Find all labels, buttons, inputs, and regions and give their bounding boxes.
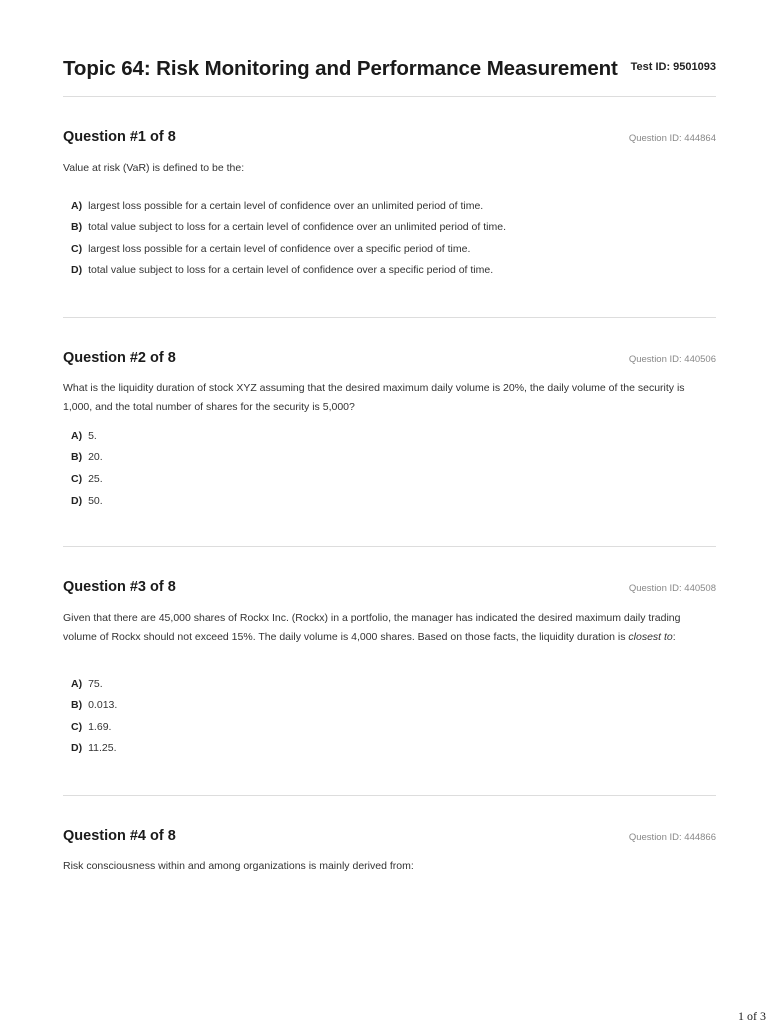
question-text: Value at risk (VaR) is defined to be the: [63, 162, 245, 174]
option-letter: A) [71, 430, 83, 442]
test-id: Test ID: 9501093 [630, 61, 716, 73]
option-letter: D) [71, 742, 83, 754]
answer-option-c[interactable] [71, 243, 470, 255]
answer-option-a[interactable] [71, 430, 97, 442]
page-title: Topic 64: Risk Monitoring and Performance Measurement [63, 57, 618, 80]
option-text: 50. [88, 495, 103, 507]
option-letter: C) [71, 473, 83, 485]
option-text: total value subject to loss for a certain level of confidence over a specific period of time. [88, 264, 494, 276]
question-id: Question ID: 440506 [628, 354, 716, 365]
page-number: 1 of 3 [738, 1009, 766, 1023]
answer-option-d[interactable] [71, 264, 493, 276]
option-letter: D) [71, 495, 83, 507]
option-text: 0.013. [88, 699, 118, 711]
answer-option-d[interactable] [71, 742, 117, 754]
question-id: Question ID: 444866 [628, 832, 716, 843]
question-text: What is the liquidity duration of stock XYZ assuming that the desired maximum daily volume is 20%, the daily volume of the security is 1,000, and the total number of shares for the security is 5,000? [63, 382, 685, 413]
answer-option-c[interactable] [71, 721, 111, 733]
option-text: largest loss possible for a certain level of confidence over an unlimited period of time. [88, 200, 484, 212]
question-heading: Question #1 of 8 [63, 129, 176, 145]
option-text: total value subject to loss for a certain level of confidence over an unlimited period of time. [88, 221, 506, 233]
option-text: 1.69. [88, 721, 112, 733]
option-letter: B) [71, 221, 83, 233]
divider [63, 546, 716, 547]
option-letter: C) [71, 243, 83, 255]
question-heading: Question #3 of 8 [63, 579, 176, 595]
option-letter: B) [71, 451, 83, 463]
answer-option-b[interactable] [71, 221, 506, 233]
divider [63, 795, 716, 796]
option-text: 25. [88, 473, 103, 485]
option-letter: A) [71, 200, 83, 212]
question-heading: Question #4 of 8 [63, 828, 176, 844]
option-text: largest loss possible for a certain level of confidence over a specific period of time. [88, 243, 471, 255]
answer-option-d[interactable] [71, 495, 103, 507]
option-letter: C) [71, 721, 83, 733]
divider [63, 96, 716, 97]
option-text: 75. [88, 678, 103, 690]
question-id: Question ID: 440508 [628, 583, 716, 594]
answer-option-c[interactable] [71, 473, 103, 485]
answer-option-b[interactable] [71, 699, 117, 711]
option-letter: B) [71, 699, 83, 711]
answer-option-b[interactable] [71, 451, 103, 463]
option-text: 20. [88, 451, 103, 463]
option-text: 11.25. [88, 742, 117, 754]
emphasis-text: closest to [628, 631, 673, 643]
answer-option-a[interactable] [71, 200, 483, 212]
divider [63, 317, 716, 318]
question-text: Risk consciousness within and among organizations is mainly derived from: [63, 860, 414, 872]
option-letter: D) [71, 264, 83, 276]
question-heading: Question #2 of 8 [63, 350, 176, 366]
question-id: Question ID: 444864 [628, 133, 716, 144]
option-letter: A) [71, 678, 83, 690]
option-text: 5. [88, 430, 97, 442]
answer-option-a[interactable] [71, 678, 103, 690]
question-text: Given that there are 45,000 shares of Rockx Inc. (Rockx) in a portfolio, the manager has indicated the desired maximum daily trading volume of Rockx should not exceed 15%. The daily volume is 4,000 shares. Based on those facts, the liquidity duration is closest to: [63, 612, 681, 643]
